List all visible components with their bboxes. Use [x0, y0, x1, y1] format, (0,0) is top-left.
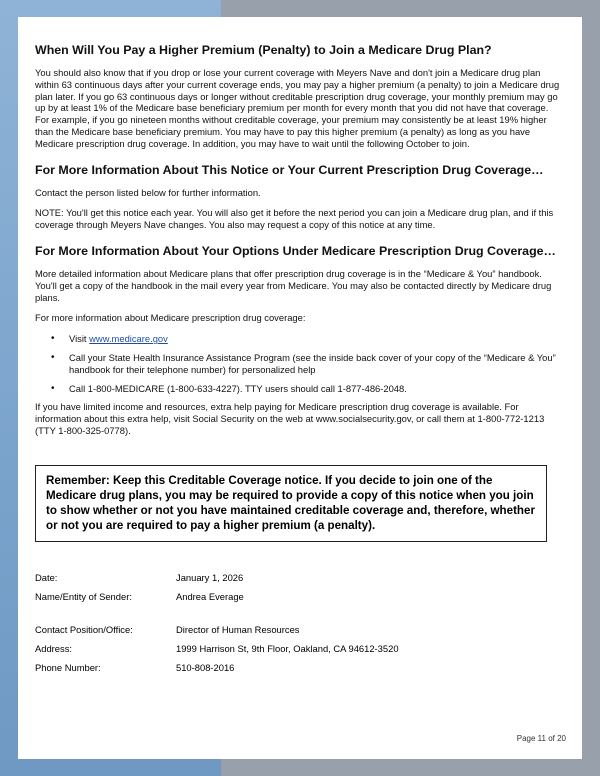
info-label: Phone Number:: [35, 662, 101, 673]
info-label: Contact Position/Office:: [35, 624, 133, 635]
paragraph-penalty: You should also know that if you drop or lose your current coverage with Meyers Nave and don't join a Medicare drug plan within 63 continuous days after your current coverage ends, you may pay a higher premium (a penalty) to join a Medicare drug plan later. If you go 63 continuous days or longer without creditable prescription drug coverage, your monthly premium may go up by at least 1% of the Medicare base beneficiary premium per month for every month that you did not have that coverage. For example, if you go nineteen months without creditable coverage, your premium may consistently be at least 19% higher than the Medicare base beneficiary premium. You may have to pay this higher premium (a penalty) as long as you have Medicare prescription drug coverage. In addition, you may have to wait until the following October to join.: [35, 67, 560, 149]
info-row-date: [35, 572, 555, 591]
document-body: [35, 43, 561, 446]
info-row-position: [35, 624, 555, 643]
info-row-address: [35, 643, 555, 662]
bullet-ship: • Call your State Health Insurance Assistance Program (see the inside back cover of your copy of the “Medicare & You” handbook for their telephone number) for personalized help: [69, 352, 561, 376]
info-value: January 1, 2026: [176, 572, 244, 583]
bullet-call-medicare: • Call 1-800-MEDICARE (1-800-633-4227). TTY users should call 1-877-486-2048.: [69, 383, 561, 395]
remember-notice-text: Remember: Keep this Creditable Coverage notice. If you decide to join one of the Medicare drug plans, you may be required to provide a copy of this notice when you join to show whether or not you have maintained creditable coverage and, therefore, whether or not you are required to pay a higher premium (a penalty).: [46, 474, 535, 532]
info-row-phone: [35, 662, 555, 681]
info-row-sender: [35, 591, 555, 610]
heading-options: For More Information About Your Options Under Medicare Prescription Drug Coverage…: [35, 243, 556, 258]
heading-current-coverage: For More Information About This Notice or Your Current Prescription Drug Coverage…: [35, 162, 544, 177]
info-value: Andrea Everage: [176, 591, 244, 602]
bullet-visit: [69, 333, 561, 345]
info-value: Director of Human Resources: [176, 624, 300, 635]
paragraph-more-info: For more information about Medicare prescription drug coverage:: [35, 312, 306, 324]
heading-penalty: When Will You Pay a Higher Premium (Penalty) to Join a Medicare Drug Plan?: [35, 43, 492, 57]
info-value: 1999 Harrison St, 9th Floor, Oakland, CA 94612-3520: [176, 643, 399, 654]
info-label: Date:: [35, 572, 58, 583]
page-number: Page 11 of 20: [516, 734, 566, 743]
document-page: [18, 17, 582, 759]
info-bullet-list: [35, 333, 561, 394]
info-label: Address:: [35, 643, 72, 654]
paragraph-note: NOTE: You'll get this notice each year. You will also get it before the next period you can join a Medicare drug plan, and if this coverage through Meyers Nave changes. You also may request a copy of this notice at any time.: [35, 207, 554, 231]
visit-prefix: Visit: [69, 333, 90, 345]
remember-notice-box: [35, 465, 547, 542]
info-value: 510-808-2016: [176, 662, 235, 673]
paragraph-extra-help: If you have limited income and resources, extra help paying for Medicare prescription drug coverage is available. For information about this extra help, visit Social Security on the web at www.socialsecurity.gov, or call them at 1-800-772-1213 (TTY 1-800-325-0778).: [35, 401, 545, 436]
info-label: Name/Entity of Sender:: [35, 591, 132, 602]
paragraph-contact: Contact the person listed below for further information.: [35, 186, 261, 198]
medicare-gov-link[interactable]: www.medicare.gov: [89, 333, 168, 345]
contact-info-table: [35, 572, 555, 681]
paragraph-handbook: More detailed information about Medicare plans that offer prescription drug coverage is in the “Medicare & You” handbook. You'll get a copy of the handbook in the mail every year from Medicare. You may also be contacted directly by Medicare drug plans.: [35, 267, 552, 303]
